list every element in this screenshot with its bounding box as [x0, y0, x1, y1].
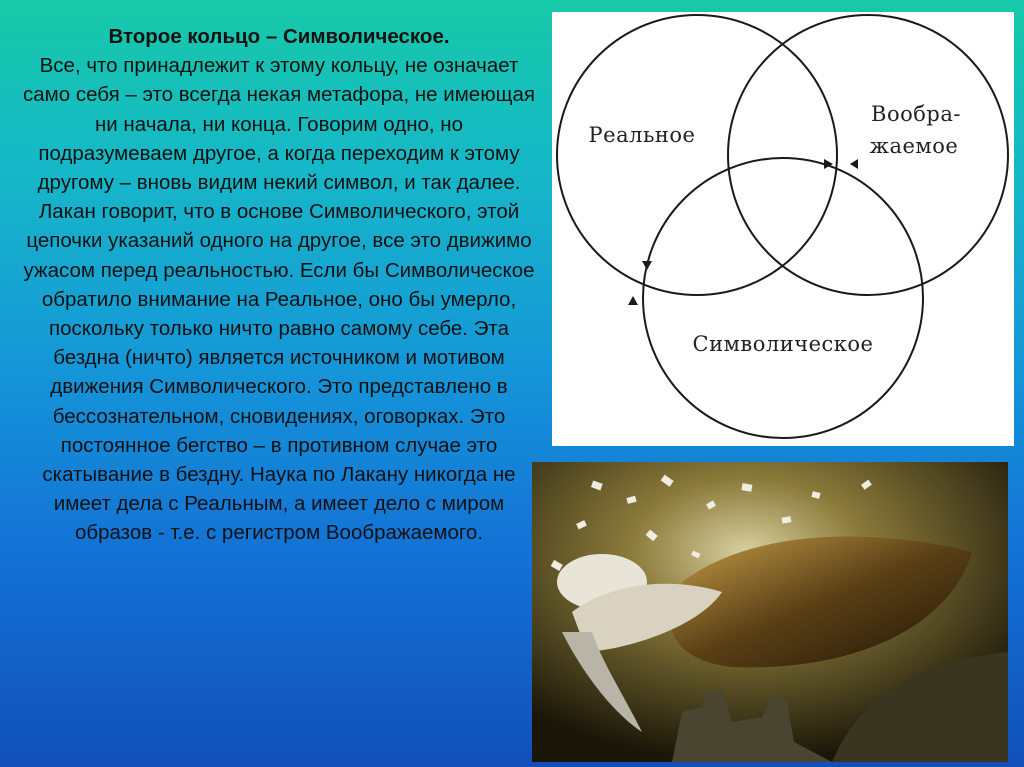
- ring-imaginary: [728, 15, 1008, 295]
- label-real: Реальное: [588, 123, 696, 147]
- slide-body-text: Все, что принадлежит к этому кольцу, не означает само себя – это всегда некая метафора, не имеющая ни начала, ни конца. Говорим одно, но подразумеваем другое, а когда переходим к этому другому – вновь видим некий символ, и так далее. Лакан говорит, что в основе Символического, этой цепочки указаний одного на другое, все это движимо ужасом перед реальностью. Если бы Символическое обратило внимание на Реальное, оно бы умерло, поскольку только ничто равно самому себе. Эта бездна (ничто) является источником и мотивом движения Символического. Это представлено в бессознательном, сновидениях, оговорках. Это постоянное бегство – в противном случае это скатывание в бездну. Наука по Лакану никогда не имеет дела с Реальным, а имеет дело с миром образов - т.е. с регистром Воображаемого.: [23, 54, 535, 545]
- ring-symbolic: [643, 158, 923, 438]
- slide-heading: Второе кольцо – Символическое.: [108, 25, 450, 48]
- label-symbolic: Символическое: [692, 332, 874, 356]
- label-imaginary-line2: жаемое: [869, 134, 959, 158]
- label-imaginary-line1: Вообра-: [871, 102, 961, 126]
- painting-svg: [532, 462, 1008, 762]
- arrow-head-3: [642, 261, 652, 270]
- surreal-painting-image: [532, 462, 1008, 762]
- borromean-rings-diagram: [552, 12, 1014, 446]
- rings-svg: [552, 12, 1014, 446]
- slide-text-block: [18, 22, 540, 548]
- arrow-head-4: [628, 296, 638, 305]
- arrow-head-2: [850, 159, 858, 169]
- ring-real: [557, 15, 837, 295]
